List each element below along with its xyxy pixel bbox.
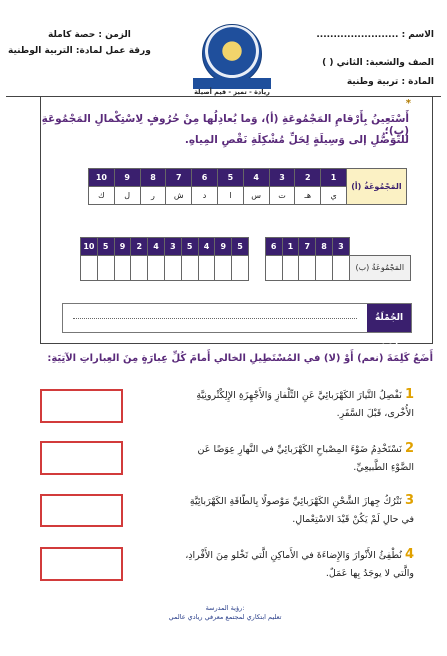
student-name-field[interactable]: الاسم : ........................: [316, 30, 434, 40]
statement-text: والَّتي لا يوجَدُ بِها عَمَلٌ.: [325, 568, 414, 579]
group-a-letter: د: [192, 187, 218, 205]
group-b-answer-cell[interactable]: [265, 256, 282, 281]
group-b-table: [80, 237, 411, 281]
group-b-number: 6: [265, 238, 282, 256]
statement-text: نَسْتَخْدِمُ ضَوْءَ المِصْباحِ الكَهْرَبائِيِّ في النَّهارِ عِوَضًا عَن: [197, 444, 402, 455]
class-section-field[interactable]: الصف والشعبة: الثاني ( ): [322, 58, 434, 68]
time-label: الزمن : حصة كاملة: [48, 30, 131, 40]
statement-3: [132, 492, 414, 529]
group-b-word-gap: [248, 238, 265, 256]
group-b-number: 2: [131, 238, 148, 256]
statement-2: [132, 440, 414, 477]
section-divider: [40, 343, 433, 344]
group-b-numbers-row: [81, 238, 411, 256]
school-logo: [202, 24, 262, 84]
group-a-number: 5: [217, 169, 243, 187]
group-a-number: 1: [321, 169, 347, 187]
group-b-answer-cell[interactable]: [215, 256, 232, 281]
group-b-answer-cell[interactable]: [148, 256, 165, 281]
school-slogan: ريادة - تميز - قيم أصيلة: [194, 88, 270, 96]
group-a-table: [88, 168, 407, 205]
sentence-answer-line: [73, 318, 357, 319]
group-b-answer-cell[interactable]: [316, 256, 333, 281]
group-b-answer-cell[interactable]: [181, 256, 198, 281]
sentence-label: الجُمْلَةُ هِيَ:: [367, 304, 411, 332]
group-a-number: 10: [89, 169, 115, 187]
group-a-label: المَجْمُوعَةُ (أ): [346, 169, 406, 205]
statement-text: الضَّوْءِ الطَّبيعِيِّ.: [353, 462, 414, 473]
label-spacer: [349, 238, 410, 256]
group-a-letter: ل: [114, 187, 140, 205]
group-a-numbers-row: [89, 169, 407, 187]
question-marker-icon: *: [405, 98, 411, 109]
group-b-answer-cell[interactable]: [164, 256, 181, 281]
statement-number: 4: [404, 547, 414, 562]
question1-instruction-line1: أَسْتَعِينُ بِأَرْقامِ المَجْمُوعَةِ (أ)، وَما يُعادِلُها مِنْ حُرُوفٍ لِاسْتِكْمالِ المَجْمُوعَةِ (ب)؛: [41, 113, 409, 137]
group-b-answer-cell[interactable]: [131, 256, 148, 281]
group-a-letter: ي: [321, 187, 347, 205]
statement-number: 3: [404, 493, 414, 508]
statement-number: 2: [404, 441, 414, 456]
statement-text: نُطْفِئُ الأَنْوارَ وَالإِضاءَةَ في الأَماكِنِ الَّتي تَخْلو مِنَ الأَفْرادِ،: [185, 550, 402, 561]
group-b-number: 9: [114, 238, 131, 256]
vision-text: تعليم ابتكاري لمجتمع معرفي ريادي عالمي: [168, 613, 282, 621]
group-b-number: 9: [215, 238, 232, 256]
group-b-answer-cell[interactable]: [97, 256, 114, 281]
statement-1: [132, 386, 414, 423]
statement-text: نَفْصِلُ التَّيارَ الكَهْرَبائِيَّ عَنِ التِّلْفازِ وَالأَجْهِزَةِ الإِلِكْتْرونِيَّةِ: [196, 390, 402, 401]
group-b-answer-cell[interactable]: [299, 256, 316, 281]
group-a-number: 7: [166, 169, 192, 187]
group-b-number: 3: [164, 238, 181, 256]
group-a-letter: س: [243, 187, 269, 205]
question2-title: أَضَعُ كَلِمَةَ (نعم) أَوْ (لا) في المُسْتَطِيلِ الخالي أَمامَ كُلِّ عِبارَةٍ مِنَ العِباراتِ الآتِيَةِ:: [47, 353, 433, 364]
group-a-number: 6: [192, 169, 218, 187]
group-b-word-gap: [248, 256, 265, 281]
answer-box-2[interactable]: [40, 441, 123, 475]
group-b-number: 4: [148, 238, 165, 256]
group-b-answer-cell[interactable]: [282, 256, 299, 281]
group-b-number: 3: [332, 238, 349, 256]
group-a-number: 2: [295, 169, 321, 187]
group-a-letter: ت: [269, 187, 295, 205]
statement-text: في حالِ لَمْ يَكُنْ قَيْدَ الاسْتِعْمالِ.: [292, 514, 414, 525]
group-a-letter: ك: [89, 187, 115, 205]
group-a-number: 8: [140, 169, 166, 187]
group-b-label: المَجْمُوعَةُ (ب): [349, 256, 410, 281]
answer-box-1[interactable]: [40, 389, 123, 423]
question1-instruction-line2: للتَّوَصُّلِ إلى وَسِيلَةٍ لِحَلِّ مُشْكِلَةِ نَقْصِ المِياهِ.: [184, 134, 409, 146]
group-a-letter: ا: [217, 187, 243, 205]
statement-number: 1: [404, 387, 414, 402]
group-b-answer-cell[interactable]: [81, 256, 98, 281]
group-b-number: 1: [282, 238, 299, 256]
group-a-number: 4: [243, 169, 269, 187]
group-b-number: 4: [198, 238, 215, 256]
group-b-number: 5: [232, 238, 249, 256]
page-right-border: [432, 97, 433, 343]
worksheet-title: ورقة عمل لمادة: التربية الوطنية: [8, 46, 151, 56]
group-a-letter: هـ: [295, 187, 321, 205]
group-b-answer-cell[interactable]: [232, 256, 249, 281]
group-b-answer-cell[interactable]: [332, 256, 349, 281]
group-b-number: 5: [181, 238, 198, 256]
statement-text: نَتْرُكُ جِهازَ الشَّحْنِ الكَهْرَبائِيِّ مَوْصولًا بِالطّاقَةِ الكَهْرَبائِيَّةِ: [189, 496, 402, 507]
statement-4: [132, 546, 414, 583]
group-b-answer-cell[interactable]: [114, 256, 131, 281]
group-a-letter: ر: [140, 187, 166, 205]
group-a-number: 9: [114, 169, 140, 187]
group-a-letter: ش: [166, 187, 192, 205]
group-b-answer-cell[interactable]: [198, 256, 215, 281]
header-divider: [6, 96, 441, 97]
group-a-number: 3: [269, 169, 295, 187]
group-b-number: 5: [97, 238, 114, 256]
answer-box-3[interactable]: [40, 494, 123, 527]
answer-box-4[interactable]: [40, 547, 123, 581]
sentence-answer-box[interactable]: [62, 303, 412, 351]
subject-label: المادة : تربية وطنية: [346, 77, 434, 87]
school-vision-footer: [130, 604, 320, 622]
group-b-number: 7: [299, 238, 316, 256]
statement-text: الأُخْرى، قَبْلَ السَّفَرِ.: [336, 408, 414, 419]
group-b-answer-row: [81, 256, 411, 281]
group-b-number: 8: [316, 238, 333, 256]
group-b-number: 10: [81, 238, 98, 256]
vision-heading: رؤية المدرسة:: [205, 604, 245, 612]
